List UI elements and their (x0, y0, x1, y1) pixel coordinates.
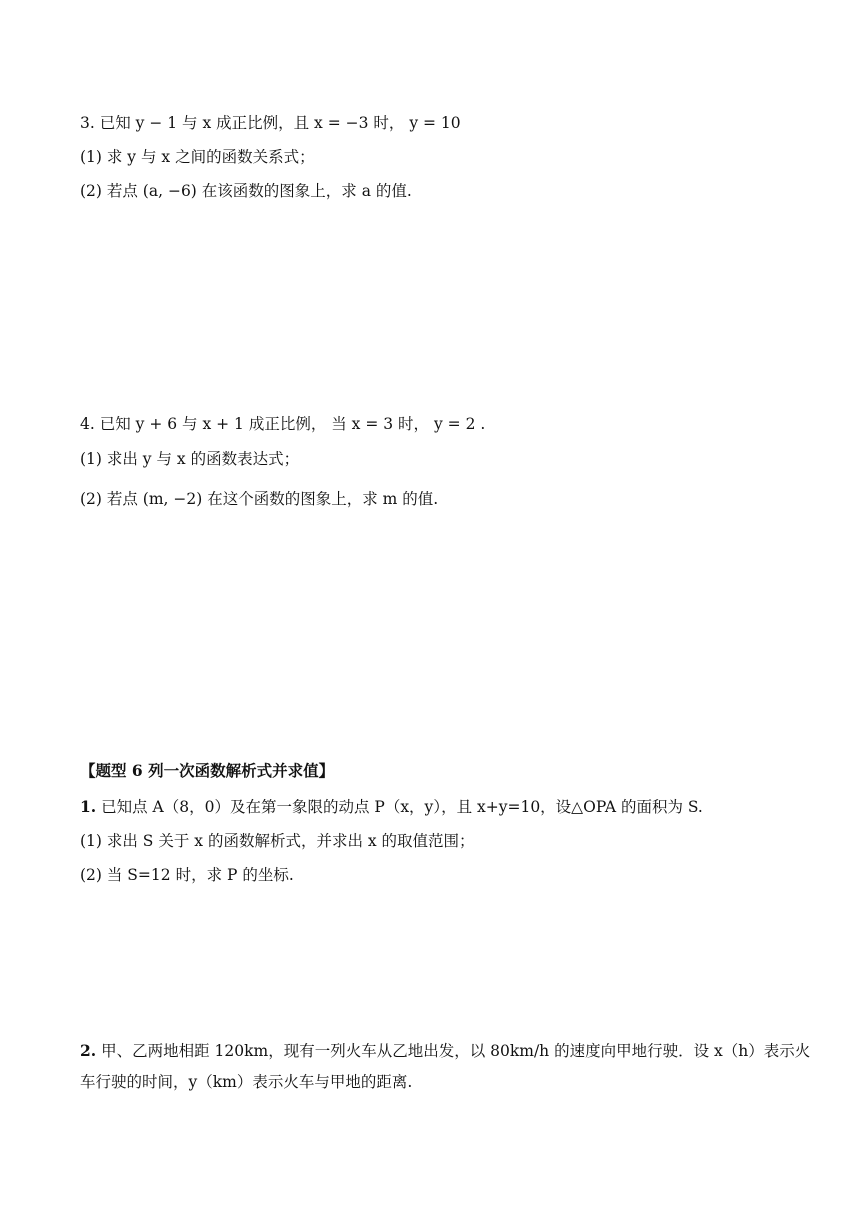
q3-part-2: (2) 若点 (a, −6) 在该函数的图象上，求 a 的值. (80, 182, 412, 200)
q3-stem: 3. 已知 y − 1 与 x 成正比例，且 x = −3 时， y = 10 (80, 114, 461, 132)
s6q2-stem-block (80, 1035, 814, 1098)
section-6-title: 【题型 6 列一次函数解析式并求值】 (80, 761, 335, 780)
s6q2-number: 2. (80, 1041, 97, 1060)
s6q1-part-2: (2) 当 S=12 时，求 P 的坐标. (80, 866, 294, 884)
s6q2-stem: 甲、乙两地相距 120km，现有一列火车从乙地出发，以 80km/h 的速度向甲地行驶．设 x（h）表示火车行驶的时间，y（km）表示火车与甲地的距离. (80, 1042, 811, 1091)
q4-part-2: (2) 若点 (m, −2) 在这个函数的图象上，求 m 的值. (80, 490, 439, 508)
q4-part-1: (1) 求出 y 与 x 的函数表达式； (80, 450, 300, 468)
q4-stem: 4. 已知 y + 6 与 x + 1 成正比例， 当 x = 3 时， y = 2 . (80, 415, 486, 433)
s6q1-part-1: (1) 求出 S 关于 x 的函数解析式，并求出 x 的取值范围； (80, 832, 475, 850)
s6q1-number: 1. (80, 797, 97, 816)
s6q1-stem: 已知点 A（8，0）及在第一象限的动点 P（x，y），且 x+y=10，设△OPA 的面积为 S. (96, 798, 703, 816)
q3-part-1: (1) 求 y 与 x 之间的函数关系式； (80, 148, 315, 166)
s6q1-stem-line (80, 796, 800, 818)
